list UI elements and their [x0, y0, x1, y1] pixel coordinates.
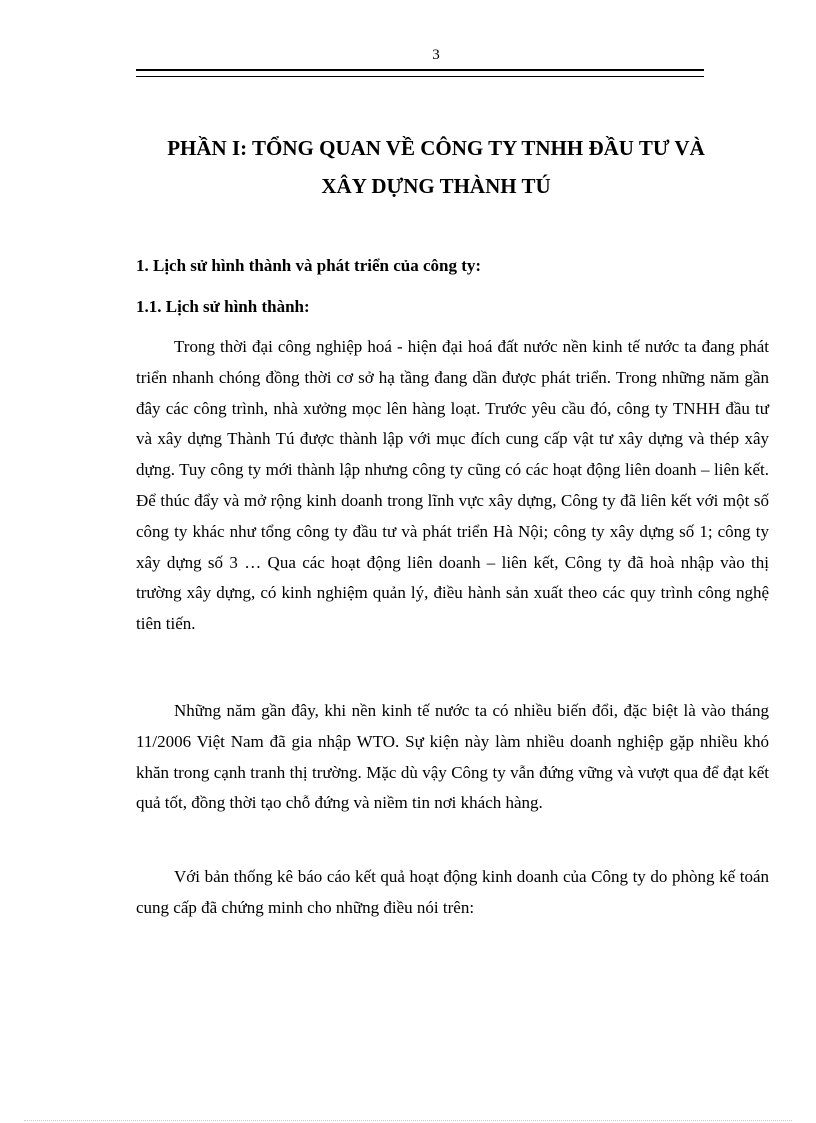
paragraph-history: Trong thời đại công nghiệp hoá - hiện đại hoá đất nước nền kinh tế nước ta đang phát triển nhanh chóng đồng thời cơ sở hạ tầng đang dần được phát triển. Trong những năm gần đây các công trình, nhà xưởng mọc lên hàng loạt. Trước yêu cầu đó, công ty TNHH đầu tư và xây dựng Thành Tú được thành lập với mục đích cung cấp vật tư xây dựng và thép xây dựng. Tuy công ty mới thành lập nhưng công ty cũng có các hoạt động liên doanh – liên kết. Để thúc đẩy và mở rộng kinh doanh trong lĩnh vực xây dựng, Công ty đã liên kết với một số công ty khác như tổng công ty đầu tư và phát triển Hà Nội; công ty xây dựng số 1; công ty xây dựng số 3 … Qua các hoạt động liên doanh – liên kết, Công ty đã hoà nhập vào thị trường xây dựng, có kinh nghiệm quản lý, điều hành sản xuất theo các quy trình công nghệ tiên tiến. [136, 337, 769, 634]
header-double-rule [136, 69, 704, 77]
document-title [96, 129, 776, 205]
page-bottom-border [24, 1120, 792, 1121]
title-line-2: XÂY DỰNG THÀNH TÚ [321, 174, 551, 198]
title-line-1: PHẦN I: TỔNG QUAN VỀ CÔNG TY TNHH ĐẦU TƯ VÀ [167, 136, 705, 160]
subsection-heading: 1.1. Lịch sử hình thành: [136, 297, 310, 316]
paragraph-wto: Những năm gần đây, khi nền kinh tế nước ta có nhiều biến đổi, đặc biệt là vào tháng 11/2006 Việt Nam đã gia nhập WTO. Sự kiện này làm nhiều doanh nghiệp gặp nhiều khó khăn trong cạnh tranh thị trường. Mặc dù vậy Công ty vẫn đứng vững và vượt qua để đạt kết quả tốt, đồng thời tạo chỗ đứng và niềm tin nơi khách hàng. [136, 701, 769, 813]
paragraph-report-intro: Với bản thống kê báo cáo kết quả hoạt động kinh doanh của Công ty do phòng kế toán cung cấp đã chứng minh cho những điều nói trên: [136, 867, 769, 917]
page-number: 3 [432, 47, 440, 63]
section-heading: 1. Lịch sử hình thành và phát triển của công ty: [136, 256, 482, 275]
